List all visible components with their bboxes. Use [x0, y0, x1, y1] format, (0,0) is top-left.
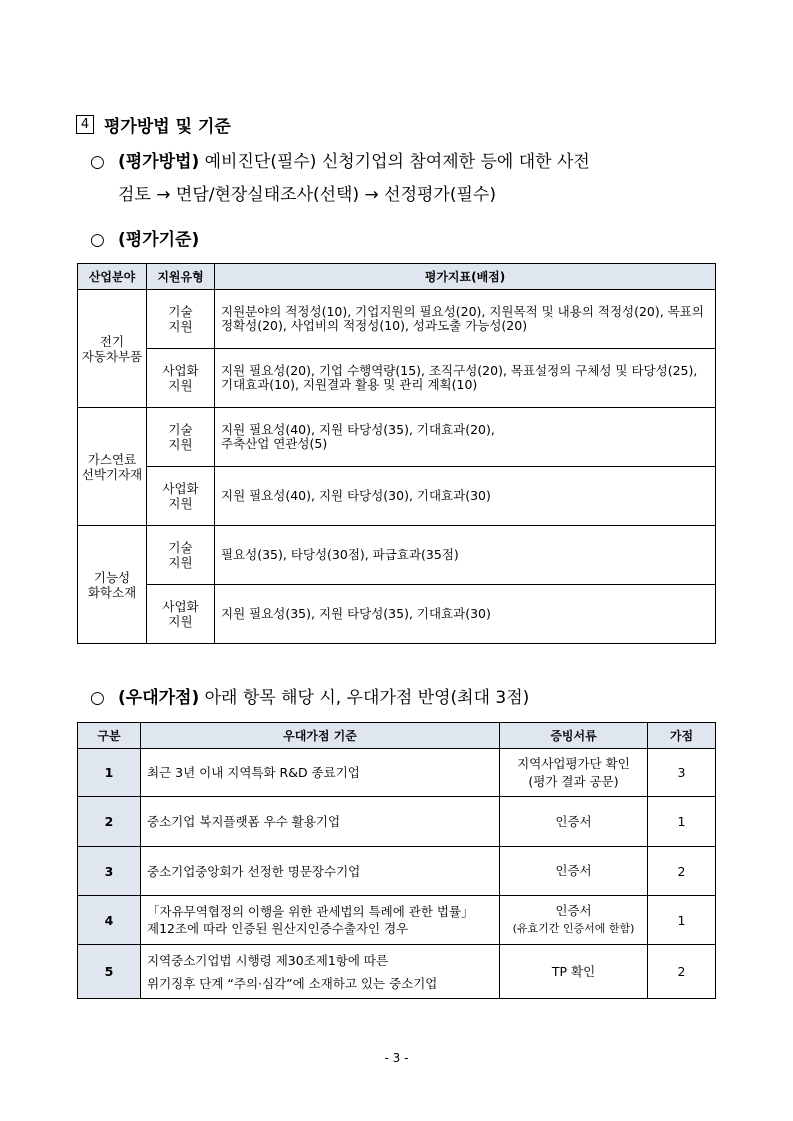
header-indicator: 평가지표(배점) — [215, 264, 716, 290]
row-number: 4 — [78, 896, 141, 945]
type-label: 기술 지원 — [168, 304, 193, 334]
points-cell: 1 — [648, 896, 716, 945]
table-row — [78, 467, 716, 526]
field-label: 가스연료 선박기자재 — [81, 451, 143, 482]
type-cell — [147, 526, 215, 585]
type-cell — [147, 349, 215, 408]
type-label: 사업화 지원 — [162, 363, 199, 393]
bonus-table — [77, 722, 716, 999]
row-number: 5 — [78, 945, 141, 999]
table-row — [78, 290, 716, 349]
type-cell — [147, 290, 215, 349]
row-number: 3 — [78, 847, 141, 896]
indicator-cell: 지원 필요성(20), 기업 수행역량(15), 조직구성(20), 목표설정의 구체성 및 타당성(25), 기대효과(10), 지원결과 활용 및 관리 계획(10) — [215, 349, 716, 408]
field-cell — [78, 408, 147, 526]
table-row — [78, 945, 716, 999]
table-row — [78, 408, 716, 467]
type-cell — [147, 408, 215, 467]
table-row — [78, 585, 716, 644]
criterion-cell: 지역중소기업법 시행령 제30조제1항에 따른 위기징후 단계 “주의·심각”에 소재하고 있는 중소기업 — [141, 945, 500, 999]
criteria-paragraph — [90, 224, 199, 257]
document-cell: 인증서 — [500, 847, 648, 896]
document-label: 인증서 — [555, 903, 592, 918]
method-text-line2: 검토 → 면담/현장실태조사(선택) → 선정평가(필수) — [118, 185, 496, 205]
section-heading — [76, 112, 231, 137]
header-points: 가점 — [648, 723, 716, 749]
header-no: 구분 — [78, 723, 141, 749]
table-row — [78, 797, 716, 847]
section-title: 평가방법 및 기준 — [104, 117, 231, 137]
type-label: 기술 지원 — [168, 540, 193, 570]
document-cell: TP 확인 — [500, 945, 648, 999]
table-row — [78, 526, 716, 585]
table-row — [78, 749, 716, 797]
points-cell: 1 — [648, 797, 716, 847]
bonus-text: 아래 항목 해당 시, 우대가점 반영(최대 3점) — [199, 688, 530, 708]
indicator-cell: 필요성(35), 타당성(30점), 파급효과(35점) — [215, 526, 716, 585]
criterion-cell: 최근 3년 이내 지역특화 R&D 종료기업 — [141, 749, 500, 797]
indicator-cell: 지원 필요성(40), 지원 타당성(30), 기대효과(30) — [215, 467, 716, 526]
table-row — [78, 896, 716, 945]
type-label: 사업화 지원 — [162, 599, 199, 629]
field-label: 기능성 화학소재 — [87, 569, 137, 600]
header-type: 지원유형 — [147, 264, 215, 290]
header-field: 산업분야 — [78, 264, 147, 290]
type-cell — [147, 467, 215, 526]
header-criterion: 우대가점 기준 — [141, 723, 500, 749]
method-paragraph — [90, 146, 730, 212]
document-cell: 지역사업평가단 확인 (평가 결과 공문) — [500, 749, 648, 797]
indicator-cell: 지원 필요성(40), 지원 타당성(35), 기대효과(20), 주축산업 연관성(5) — [215, 408, 716, 467]
table-row — [78, 349, 716, 408]
type-cell — [147, 585, 215, 644]
row-number: 1 — [78, 749, 141, 797]
field-label: 전기 자동차부품 — [81, 333, 143, 364]
section-number-box: 4 — [76, 115, 94, 134]
method-text-line1: 예비진단(필수) 신청기업의 참여제한 등에 대한 사전 — [199, 152, 590, 172]
page-number: - 3 - — [384, 1051, 409, 1065]
criteria-label: (평가기준) — [118, 230, 200, 250]
criterion-cell: 중소기업중앙회가 선정한 명문장수기업 — [141, 847, 500, 896]
row-number: 2 — [78, 797, 141, 847]
bullet-icon: ○ — [90, 688, 105, 708]
indicator-cell: 지원 필요성(35), 지원 타당성(35), 기대효과(30) — [215, 585, 716, 644]
bullet-icon: ○ — [90, 152, 105, 172]
bonus-paragraph — [90, 682, 529, 715]
document-cell: 인증서 — [500, 797, 648, 847]
criteria-header-row — [78, 264, 716, 290]
points-cell: 2 — [648, 847, 716, 896]
bonus-label: (우대가점) — [118, 688, 200, 708]
criterion-cell: 중소기업 복지플랫폼 우수 활용기업 — [141, 797, 500, 847]
document-note: (유효기간 인증서에 한함) — [512, 922, 635, 935]
type-label: 기술 지원 — [168, 422, 193, 452]
header-document: 증빙서류 — [500, 723, 648, 749]
document-cell — [500, 896, 648, 945]
criterion-cell: 「자유무역협정의 이행을 위한 관세법의 특례에 관한 법률」 제12조에 따라 인증된 원산지인증수출자인 경우 — [141, 896, 500, 945]
field-cell — [78, 526, 147, 644]
method-label: (평가방법) — [118, 152, 200, 172]
table-row — [78, 847, 716, 896]
bonus-header-row — [78, 723, 716, 749]
field-cell — [78, 290, 147, 408]
criteria-table — [77, 263, 716, 644]
type-label: 사업화 지원 — [162, 481, 199, 511]
points-cell: 3 — [648, 749, 716, 797]
bullet-icon: ○ — [90, 230, 105, 250]
indicator-cell: 지원분야의 적정성(10), 기업지원의 필요성(20), 지원목적 및 내용의 적정성(20), 목표의 정확성(20), 사업비의 적정성(10), 성과도출 가능성(20) — [215, 290, 716, 349]
points-cell: 2 — [648, 945, 716, 999]
